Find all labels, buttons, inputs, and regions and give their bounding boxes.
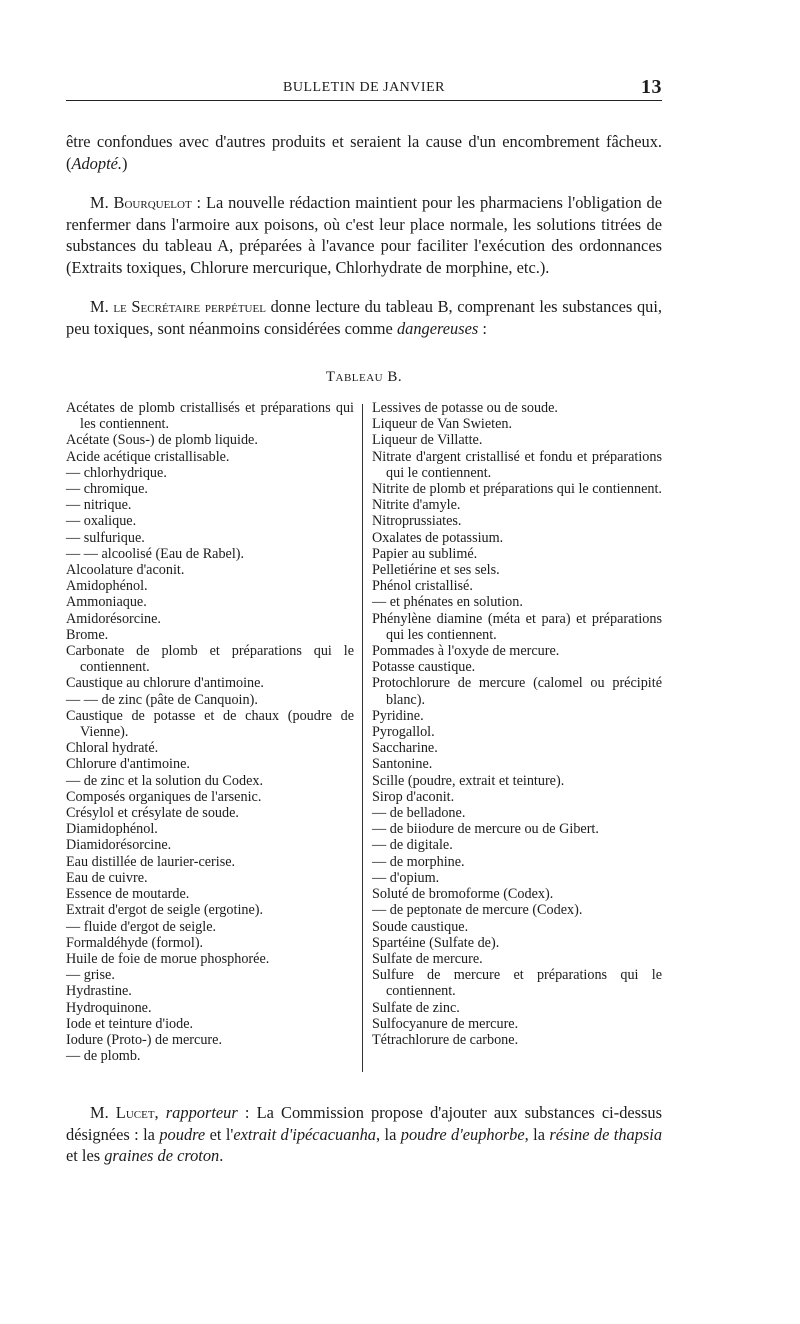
table-entry: Nitrite de plomb et préparations qui le contiennent. — [372, 481, 662, 498]
table-entry: Scille (poudre, extrait et teinture). — [372, 772, 565, 789]
table-entry: — — de zinc (pâte de Canquoin). — [66, 691, 258, 708]
paragraph-text: : La nouvelle rédaction maintient pour les pharmaciens l'obligation de renfermer dans l'armoire aux poisons, où c'est leur place normale, les solutions titrées de substances du tableau A, préparées à l'avance pour faciliter l'exécution des ordonnances (Extraits toxiques, Chlorure mercurique, Chlorhydrate de morphine, etc.). — [66, 193, 662, 277]
emphasis-text: extrait d'ipécacuanha — [233, 1124, 377, 1144]
table-entry: Brome. — [66, 626, 109, 643]
paragraph-bourquelot — [66, 192, 662, 278]
table-entry: Liqueur de Van Swieten. — [372, 416, 513, 433]
table-entry: Sulfocyanure de mercure. — [372, 1015, 519, 1032]
emphasis-text: dangereuses — [396, 318, 479, 338]
table-entry: Spartéine (Sulfate de). — [372, 934, 500, 951]
table-entry: Huile de foie de morue phosphorée. — [66, 950, 270, 967]
table-entry: — fluide d'ergot de seigle. — [66, 918, 217, 935]
table-b — [66, 400, 662, 1076]
paragraph-lucet: M. Lucet, rapporteur : La Commission propose d'ajouter aux substances ci-dessus désignées : la poudre et l'extrait d'ipécacuanha, la poudre d'euphorbe, la résine de thapsia et les graines de croton. — [66, 1103, 663, 1165]
table-entry: Alcoolature d'aconit. — [66, 562, 185, 579]
table-entry: Eau distillée de laurier-cerise. — [66, 853, 236, 870]
table-entry: Iodure (Proto-) de mercure. — [66, 1031, 222, 1048]
table-entry: Diamidophénol. — [66, 821, 158, 838]
table-entry: — de zinc et la solution du Codex. — [66, 772, 264, 789]
table-entry: — oxalique. — [66, 513, 137, 530]
table-entry: Caustique au chlorure d'antimoine. — [66, 675, 264, 692]
table-entry: Acide acétique cristallisable. — [66, 448, 230, 465]
table-entry: Ammoniaque. — [66, 594, 147, 611]
table-entry: Hydroquinone. — [66, 999, 152, 1016]
table-entry: Sulfate de mercure. — [372, 950, 483, 967]
speaker-role: rapporteur — [165, 1103, 238, 1122]
table-entry: Amidorésorcine. — [66, 610, 161, 627]
emphasis-text: poudre d'euphorbe — [400, 1124, 525, 1144]
emphasis-text: résine de thapsia — [549, 1124, 663, 1144]
speaker-name: M. le Secrétaire perpétuel — [90, 297, 266, 316]
table-entry: Nitrite d'amyle. — [372, 497, 461, 514]
table-entry: Caustique de potasse et de chaux (poudre de Vienne). — [66, 707, 354, 741]
table-entry: Oxalates de potassium. — [372, 529, 504, 546]
table-entry: Composés organiques de l'arsenic. — [66, 788, 262, 805]
running-title: BULLETIN DE JANVIER — [283, 80, 445, 95]
paragraph-text: et l' — [205, 1124, 234, 1144]
paragraph-text: donne lecture du tableau B, comprenant les substances qui, peu toxiques, sont néanmoins considérées comme — [66, 297, 662, 338]
table-entry: Eau de cuivre. — [66, 869, 148, 886]
table-entry: Formaldéhyde (formol). — [66, 934, 204, 951]
table-entry: Nitrate d'argent cristallisé et fondu et préparations qui le contiennent. — [372, 448, 662, 481]
table-entry: Carbonate de plomb et préparations qui le contiennent. — [66, 643, 354, 676]
table-entry: Pelletiérine et ses sels. — [372, 562, 500, 579]
table-entry: — de morphine. — [372, 853, 465, 870]
table-entry: Papier au sublimé. — [372, 545, 478, 562]
emphasis-text: poudre — [159, 1124, 206, 1144]
table-entry: Crésylol et crésylate de soude. — [66, 805, 239, 822]
table-entry: Pyridine. — [372, 707, 424, 724]
table-entry: — de belladone. — [372, 805, 466, 822]
paragraph-continuation — [66, 131, 662, 174]
table-entry: Sulfate de zinc. — [372, 999, 460, 1016]
table-entry: Lessives de potasse ou de soude. — [372, 400, 558, 416]
table-entry: Pommades à l'oxyde de mercure. — [372, 643, 560, 660]
table-entry: Amidophénol. — [66, 578, 148, 595]
table-entry: — et phénates en solution. — [372, 594, 523, 611]
table-entry: Liqueur de Villatte. — [372, 432, 483, 449]
paragraph-text: être confondues avec d'autres produits et seraient la cause d'un encombrement fâcheux. ( — [66, 132, 662, 173]
table-entry: Acétates de plomb cristallisés et préparations qui les contiennent. — [66, 400, 354, 433]
table-entry: — de peptonate de mercure (Codex). — [372, 902, 583, 919]
paragraph-text: , la — [524, 1124, 550, 1144]
page-number: 13 — [641, 76, 662, 98]
table-entry: — grise. — [66, 967, 115, 984]
page-header — [66, 76, 662, 100]
header-rule — [66, 100, 662, 101]
table-entry: Santonine. — [372, 756, 433, 773]
table-entry: Saccharine. — [372, 740, 438, 757]
table-entry: Phénylène diamine (méta et para) et préparations qui les contiennent. — [372, 610, 662, 643]
table-entry: Soude caustique. — [372, 918, 469, 935]
table-entry: — de digitale. — [372, 837, 453, 854]
table-entry: Protochlorure de mercure (calomel ou précipité blanc). — [372, 675, 662, 708]
speaker-name: M. Bourquelot — [90, 193, 192, 212]
table-entry: — chlorhydrique. — [66, 464, 167, 481]
table-entry: Phénol cristallisé. — [372, 578, 473, 595]
table-entry: Extrait d'ergot de seigle (ergotine). — [66, 902, 264, 919]
paragraph-text: : La Commission propose d'ajouter aux substances ci-dessus désignées : la — [66, 1103, 662, 1144]
paragraph-text: : — [478, 318, 487, 338]
table-entry: — de plomb. — [66, 1048, 141, 1065]
paragraph-text: , la — [376, 1124, 401, 1144]
paragraph-text: et les — [66, 1146, 105, 1165]
table-entry: — d'opium. — [372, 869, 440, 886]
paragraph-text: ) — [122, 153, 128, 173]
table-entry: Chlorure d'antimoine. — [66, 756, 190, 773]
table-entry: Sulfure de mercure et préparations qui le contiennent. — [372, 967, 662, 1000]
table-entry: — — alcoolisé (Eau de Rabel). — [66, 545, 245, 562]
table-entry: Iode et teinture d'iode. — [66, 1015, 194, 1032]
table-entry: Essence de moutarde. — [66, 886, 190, 903]
table-title: Tableau B. — [325, 369, 403, 385]
table-left-column — [66, 400, 354, 1064]
document-page — [66, 76, 662, 1167]
table-entry: Hydrastine. — [66, 983, 132, 1000]
table-entry: Diamidorésorcine. — [66, 837, 172, 854]
table-entry: — de biiodure de mercure ou de Gibert. — [372, 821, 599, 838]
table-entry: Tétrachlorure de carbone. — [372, 1031, 519, 1048]
table-entry: Soluté de bromoforme (Codex). — [372, 886, 554, 903]
table-entry: Pyrogallol. — [372, 724, 435, 741]
emphasis-text: graines de croton — [104, 1146, 220, 1165]
table-entry: Nitroprussiates. — [372, 513, 462, 530]
table-entry: — nitrique. — [66, 497, 132, 514]
paragraph-secretaire — [66, 296, 662, 339]
table-entry: Sirop d'aconit. — [372, 788, 455, 805]
adopte-note: Adopté. — [71, 153, 122, 173]
column-divider — [362, 404, 363, 1072]
table-entry: Potasse caustique. — [372, 659, 476, 676]
table-entry: — chromique. — [66, 481, 148, 498]
speaker-name: M. Lucet — [90, 1103, 155, 1122]
table-entry: — sulfurique. — [66, 529, 145, 546]
table-right-column — [372, 400, 662, 1048]
table-entry: Chloral hydraté. — [66, 740, 159, 757]
paragraph-text: . — [219, 1146, 224, 1165]
table-entry: Acétate (Sous-) de plomb liquide. — [66, 432, 258, 449]
